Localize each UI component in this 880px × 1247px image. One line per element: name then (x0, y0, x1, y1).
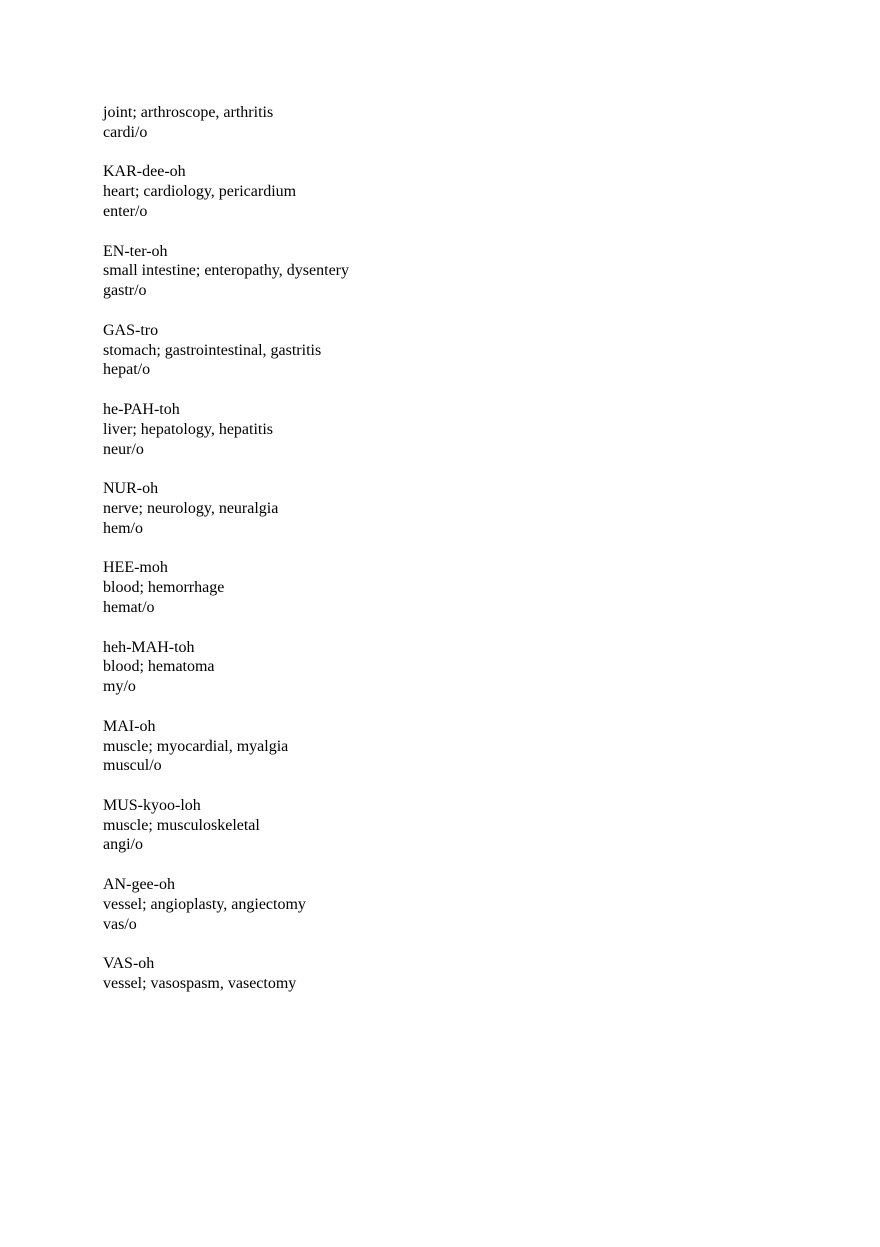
blank-line (103, 539, 349, 559)
text-line: my/o (103, 678, 136, 696)
text-line: joint; arthroscope, arthritis (103, 104, 274, 121)
text-line: hem/o (103, 519, 143, 537)
text-line: MAI-oh (103, 717, 156, 735)
text-line: vas/o (103, 915, 137, 933)
text-line: stomach; gastrointestinal, gastritis (103, 341, 322, 359)
text-line: NUR-oh (103, 480, 159, 498)
text-line: vessel; angioplasty, angiectomy (103, 895, 306, 913)
blank-line (103, 618, 349, 638)
text-line: neur/o (103, 440, 144, 458)
document-body (103, 103, 349, 994)
blank-line (103, 934, 349, 954)
text-line: liver; hepatology, hepatitis (103, 420, 274, 438)
text-line: gastr/o (103, 282, 147, 300)
text-line: HEE-moh (103, 559, 168, 577)
text-line: MUS-kyoo-loh (103, 796, 201, 814)
text-line: small intestine; enteropathy, dysentery (103, 262, 350, 280)
blank-line (103, 459, 349, 479)
blank-line (103, 776, 349, 796)
text-line: KAR-dee-oh (103, 163, 186, 181)
text-line: muscle; myocardial, myalgia (103, 737, 289, 755)
text-line: cardi/o (103, 123, 148, 141)
blank-line (103, 143, 349, 163)
blank-line (103, 697, 349, 717)
text-line: blood; hematoma (103, 658, 215, 676)
text-line: angi/o (103, 836, 143, 854)
text-line: enter/o (103, 202, 148, 220)
text-line: hemat/o (103, 598, 155, 616)
blank-line (103, 301, 349, 321)
text-line: muscul/o (103, 757, 162, 775)
text-line: vessel; vasospasm, vasectomy (103, 975, 297, 993)
text-line: EN-ter-oh (103, 242, 168, 260)
text-line: heh-MAH-toh (103, 638, 195, 656)
text-line: hepat/o (103, 361, 151, 379)
blank-line (103, 380, 349, 400)
blank-line (103, 855, 349, 875)
text-line: he-PAH-toh (103, 400, 180, 418)
blank-line (103, 222, 349, 242)
text-line: VAS-oh (103, 955, 155, 973)
text-line: blood; hemorrhage (103, 579, 225, 597)
text-line: nerve; neurology, neuralgia (103, 499, 279, 517)
text-line: GAS-tro (103, 321, 159, 339)
text-line: AN-gee-oh (103, 876, 175, 894)
text-line: muscle; musculoskeletal (103, 816, 260, 834)
text-line: heart; cardiology, pericardium (103, 183, 297, 201)
